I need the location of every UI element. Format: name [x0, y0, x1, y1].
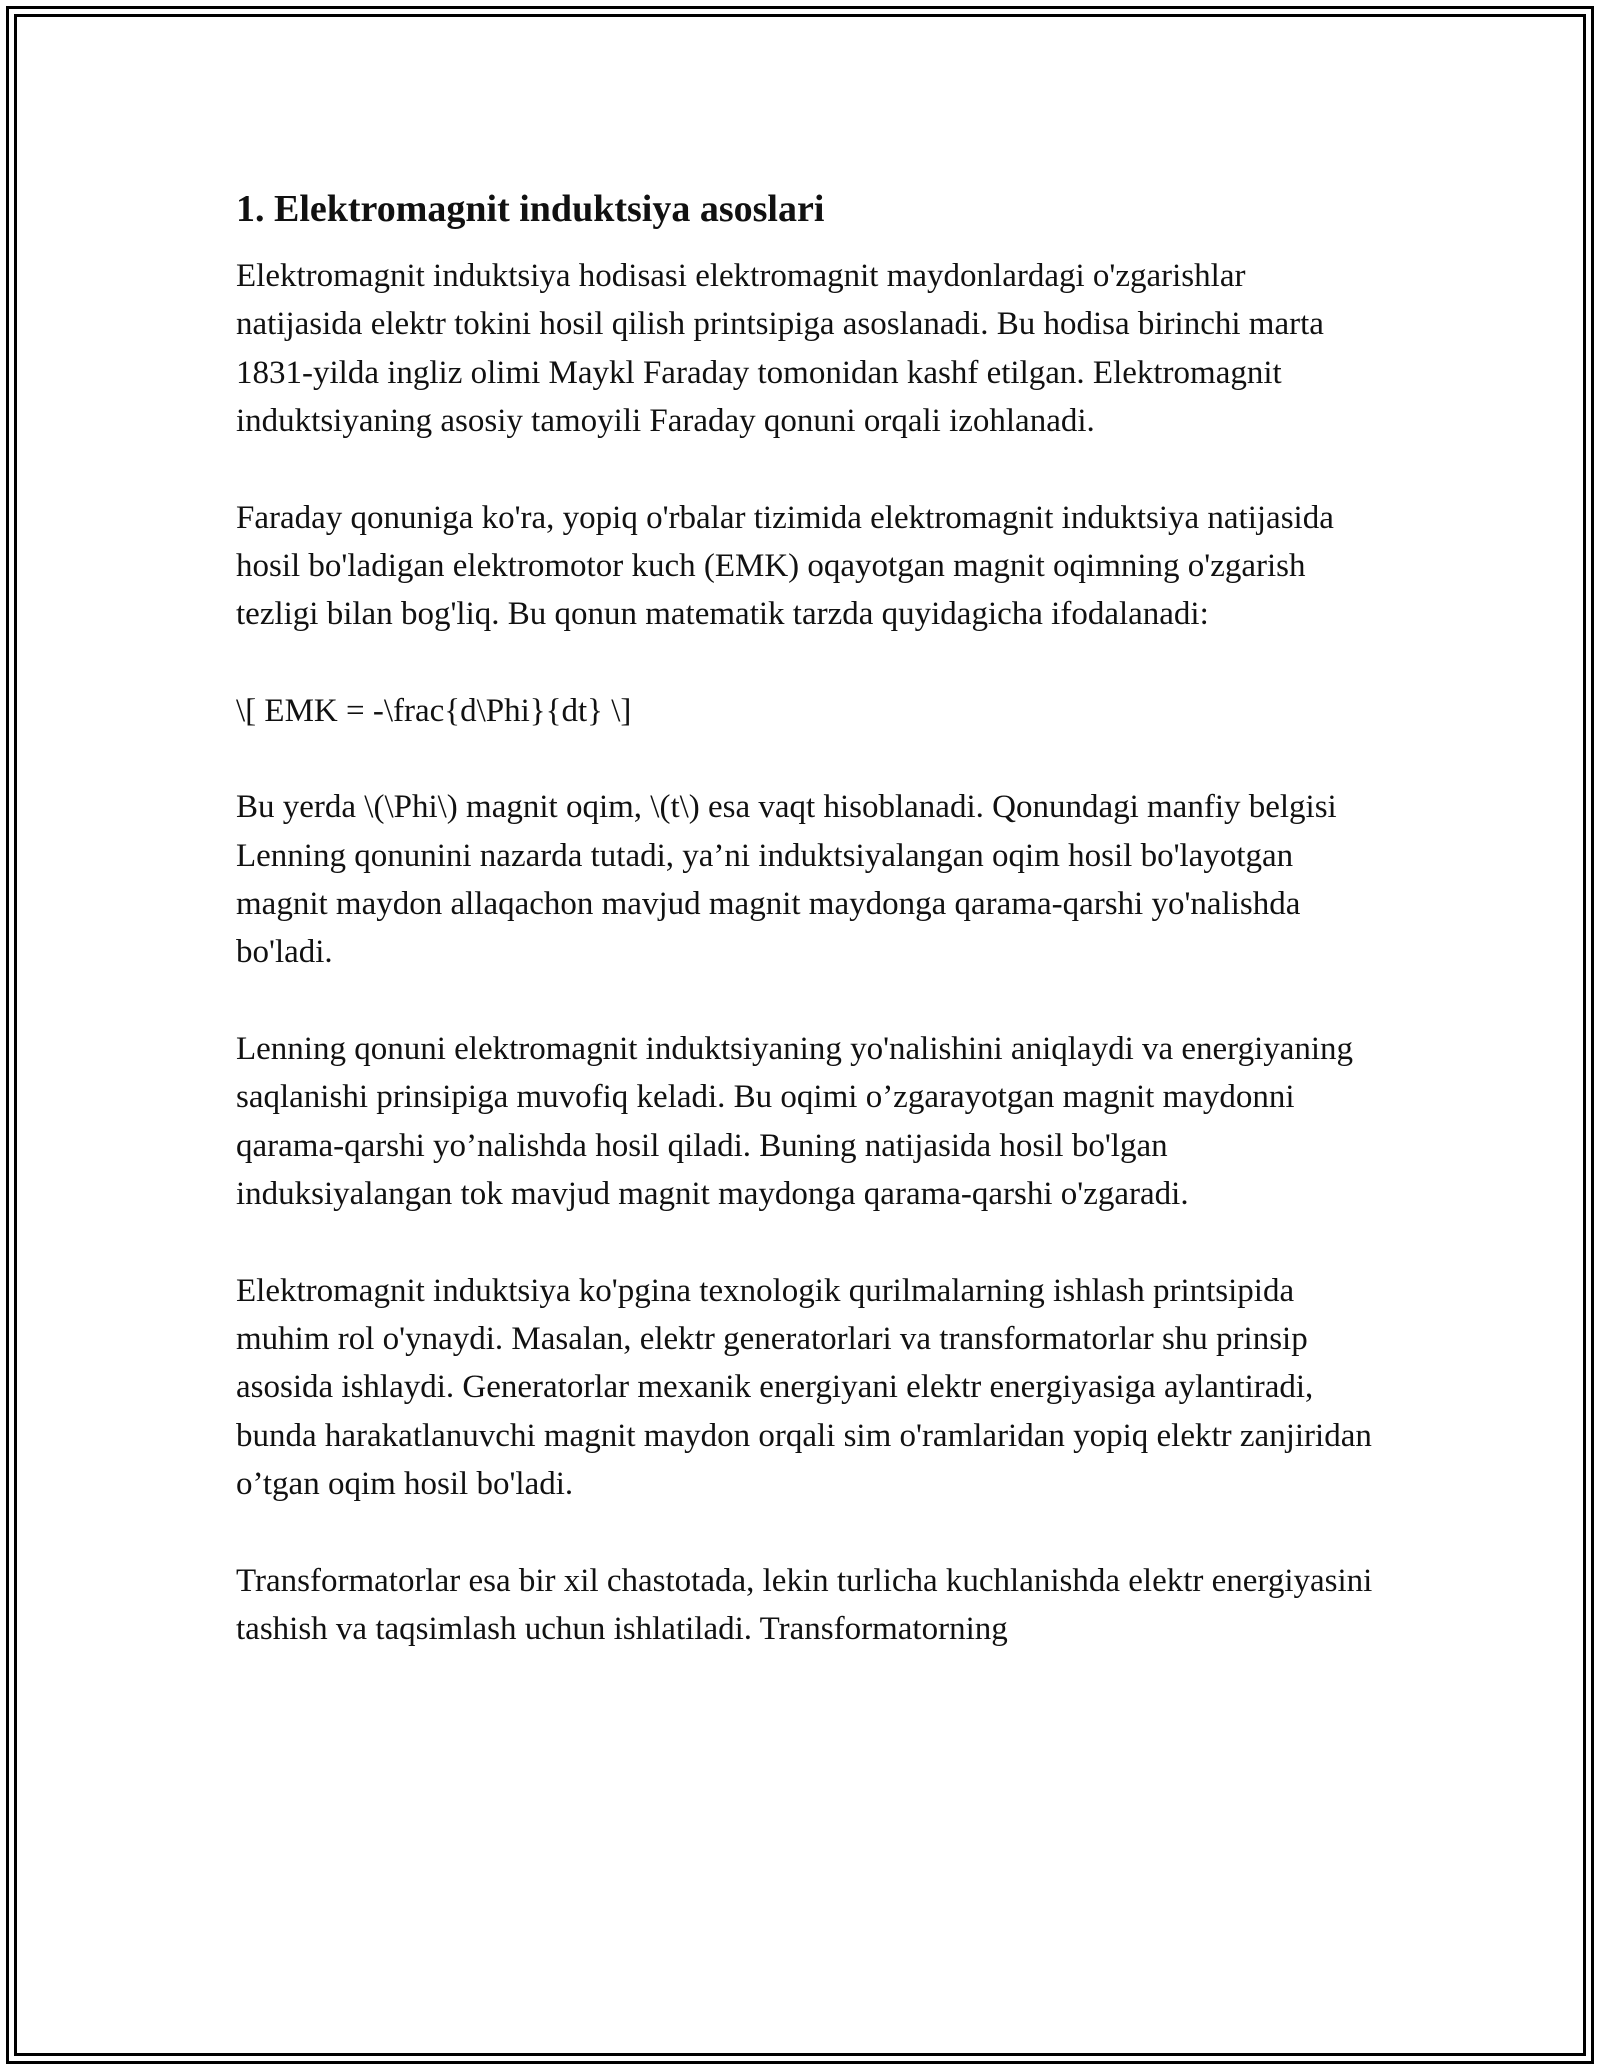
- section-heading: 1. Elektromagnit induktsiya asoslari: [236, 188, 825, 230]
- paragraph-transformers: Transformatorlar esa bir xil chastotada, lekin turlicha kuchlanishda elektr energiyasini tashish va taqsimlash uchun ishlatiladi. Transformatorning: [236, 1562, 1373, 1647]
- document-body: [236, 186, 1376, 1701]
- paragraph-intro: Elektromagnit induktsiya hodisasi elektromagnit maydonlardagi o'zgarishlar natijasida elektr tokini hosil qilish printsipiga asoslanadi. Bu hodisa birinchi marta 1831-yilda ingliz olimi Maykl Faraday tomonidan kashf etilgan. Elektromagnit induktsiyaning asosiy tamoyili Faraday qonuni orqali izohlanadi.: [236, 258, 1324, 440]
- paragraph-faraday-law: Faraday qonuniga ko'ra, yopiq o'rbalar tizimida elektromagnit induktsiya natijasida hosil bo'ladigan elektromotor kuch (EMK) oqayotgan magnit oqimning o'zgarish tezligi bilan bog'liq. Bu qonun matematik tarzda quyidagicha ifodalanadi:: [236, 499, 1334, 633]
- paragraph-formula-explanation: Bu yerda \(\Phi\) magnit oqim, \(t\) esa vaqt hisoblanadi. Qonundagi manfiy belgisi Lenning qonunini nazarda tutadi, ya’ni induktsiyalangan oqim hosil bo'layotgan magnit maydon allaqachon mavjud magnit maydonga qarama-qarshi yo'nalishda bo'ladi.: [236, 789, 1337, 971]
- paragraph-applications: Elektromagnit induktsiya ko'pgina texnologik qurilmalarning ishlash printsipida muhim rol o'ynaydi. Masalan, elektr generatorlari va transformatorlar shu prinsip asosida ishlaydi. Generatorlar mexanik energiyani elektr energiyasiga aylantiradi, bunda harakatlanuvchi magnit maydon orqali sim o'ramlaridan yopiq elektr zanjiridan o’tgan oqim hosil bo'ladi.: [236, 1272, 1372, 1503]
- paragraph-formula: \[ EMK = -\frac{d\Phi}{dt} \]: [236, 692, 632, 729]
- paragraph-lenz-law: Lenning qonuni elektromagnit induktsiyaning yo'nalishini aniqlaydi va energiyaning saqlanishi prinsipiga muvofiq keladi. Bu oqimi o’zgarayotgan magnit maydonni qarama-qarshi yo’nalishda hosil qiladi. Buning natijasida hosil bo'lgan induksiyalangan tok mavjud magnit maydonga qarama-qarshi o'zgaradi.: [236, 1030, 1354, 1213]
